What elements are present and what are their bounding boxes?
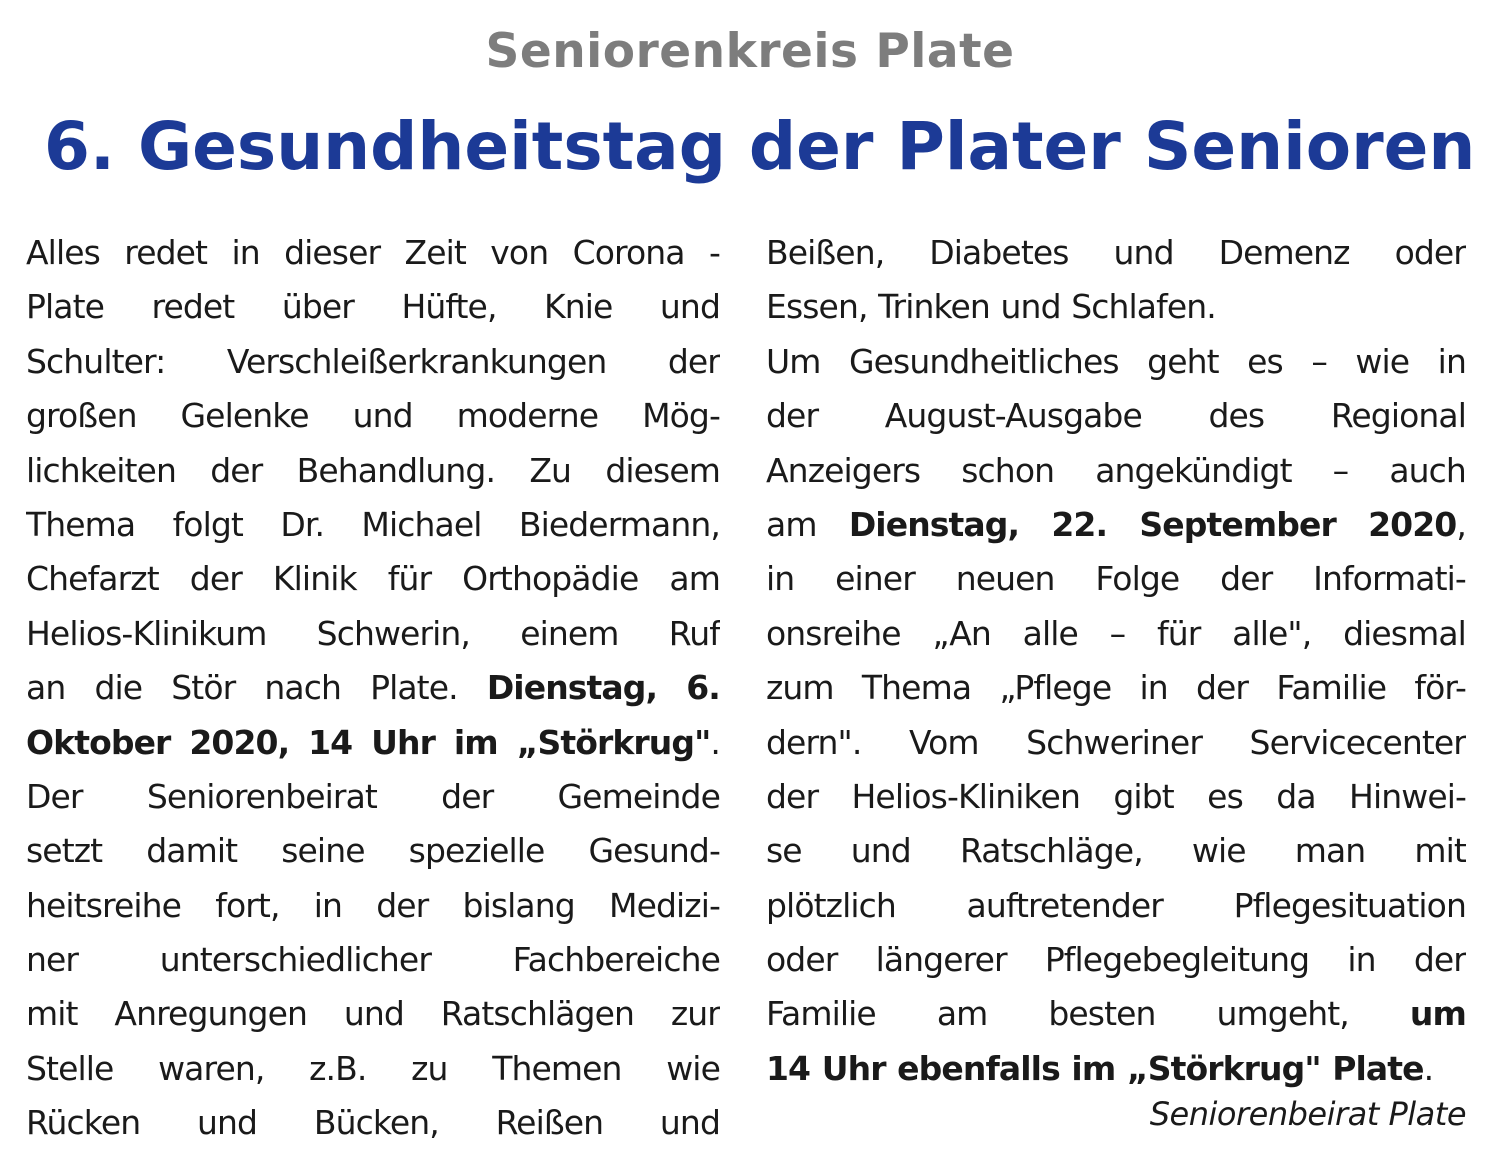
word: Chefarzt	[26, 559, 159, 599]
word: Anzeigers	[766, 450, 921, 490]
word: für	[387, 559, 432, 599]
text-line	[766, 1042, 1466, 1096]
article-right-column	[766, 226, 1466, 1096]
word: för-	[1414, 668, 1466, 708]
word: am	[766, 504, 817, 544]
word: 14	[308, 722, 353, 762]
word: mit	[1414, 831, 1466, 871]
word: Stelle	[26, 1048, 114, 1088]
article-left-column	[26, 226, 720, 1151]
word: Verschleißerkrankungen	[226, 341, 607, 381]
word: Hinwei-	[1349, 776, 1466, 816]
word: umgeht,	[1216, 994, 1349, 1034]
word: Schweriner	[1026, 722, 1202, 762]
word: ner	[26, 940, 79, 980]
word: die	[94, 668, 143, 708]
word: heitsreihe	[26, 885, 182, 925]
word: Plate.	[370, 668, 458, 708]
word: 6.	[686, 668, 720, 708]
word: Pflegebegleitung	[1044, 940, 1310, 980]
text: Essen, Trinken und Schlafen.	[766, 287, 1216, 327]
word: Gemeinde	[557, 776, 720, 816]
text-line	[26, 444, 720, 498]
bold-text: 14 Uhr ebenfalls im „Störkrug" Plate	[766, 1048, 1424, 1088]
word: –	[1311, 341, 1327, 381]
word: angekündigt	[1095, 450, 1292, 490]
word: längerer	[875, 940, 1007, 980]
word: seine	[281, 831, 365, 871]
text-line	[26, 552, 720, 606]
text-line	[766, 987, 1466, 1041]
headline: 6. Gesundheitstag der Plater Senioren	[44, 108, 1476, 185]
word: alle	[1022, 613, 1078, 653]
text-line	[766, 335, 1466, 389]
word: auch	[1389, 450, 1466, 490]
word: spezielle	[408, 831, 545, 871]
word: dieser	[284, 233, 381, 272]
word: der	[1195, 668, 1249, 708]
text-line	[26, 661, 720, 715]
word: unterschiedlicher	[159, 940, 431, 980]
word: am	[936, 994, 988, 1034]
word: Mög-	[642, 396, 720, 436]
word: schon	[961, 450, 1055, 490]
word: Oktober	[26, 722, 171, 762]
word: Helios-Klinikum	[26, 613, 267, 653]
text-line	[766, 389, 1466, 443]
text-line	[26, 607, 720, 661]
word: Anregungen	[114, 994, 307, 1034]
word: September	[1139, 504, 1336, 544]
word: Gesundheitliches	[848, 341, 1119, 381]
word: Uhr	[371, 722, 435, 762]
word: mit	[26, 994, 78, 1034]
word: und	[1113, 233, 1174, 272]
word: folgt	[172, 504, 243, 544]
word: Der	[26, 776, 83, 816]
word: bislang	[462, 885, 575, 925]
word: Diabetes	[929, 233, 1069, 272]
word: über	[281, 287, 354, 327]
text-line	[26, 824, 720, 878]
word: diesem	[605, 450, 720, 490]
text-line	[26, 879, 720, 933]
word: der	[376, 885, 429, 925]
word: in	[766, 559, 795, 599]
word: Ruf	[668, 613, 720, 653]
word: und	[197, 1103, 258, 1143]
text-line	[26, 1096, 720, 1150]
word: Ratschlägen	[440, 994, 635, 1034]
text-line	[766, 226, 1466, 280]
word: Schulter:	[26, 341, 166, 381]
word: Dienstag,	[486, 668, 658, 708]
word: neuen	[955, 559, 1055, 599]
word: es	[1247, 341, 1283, 381]
word: auftretender	[966, 885, 1163, 925]
text-line	[26, 770, 720, 824]
word: Thema	[26, 504, 136, 544]
word: dern".	[766, 722, 862, 762]
word: zum	[766, 668, 834, 708]
word: Demenz	[1218, 233, 1350, 272]
text-line	[766, 824, 1466, 878]
text-line	[26, 226, 720, 280]
word: zu	[411, 1048, 448, 1088]
word: Gesund-	[588, 831, 720, 871]
word: Gelenke	[180, 396, 309, 436]
word: besten	[1048, 994, 1156, 1034]
word: Zeit	[404, 233, 466, 272]
text-line	[766, 879, 1466, 933]
word: moderne	[456, 396, 599, 436]
word: setzt	[26, 831, 103, 871]
word: Knie	[544, 287, 613, 327]
word: Plate	[26, 287, 105, 327]
text-line	[766, 552, 1466, 606]
word: lichkeiten	[26, 450, 176, 490]
word: 22.	[1051, 504, 1108, 544]
word: da	[1276, 776, 1316, 816]
text-line	[766, 607, 1466, 661]
word: redet	[124, 233, 208, 272]
word: einer	[835, 559, 915, 599]
word: einem	[520, 613, 619, 653]
word: und	[659, 287, 720, 327]
word: und	[659, 1103, 720, 1143]
word: an	[26, 668, 66, 708]
word: Um	[766, 341, 821, 381]
word: Schwerin,	[316, 613, 470, 653]
word: gibt	[1113, 776, 1174, 816]
word: von	[490, 233, 549, 272]
text-line	[26, 1042, 720, 1096]
text-line	[26, 389, 720, 443]
word: Thema	[861, 668, 972, 708]
word: 2020,	[189, 722, 290, 762]
word: Pflegesituation	[1233, 885, 1466, 925]
word: oder	[766, 940, 838, 980]
word: damit	[146, 831, 238, 871]
word: in	[313, 885, 343, 925]
word: Dr.	[280, 504, 325, 544]
word: der	[441, 776, 494, 816]
word: Folge	[1095, 559, 1180, 599]
signature: Seniorenbeirat Plate	[1149, 1095, 1466, 1133]
word: Dienstag,	[848, 504, 1020, 544]
word: -	[708, 233, 720, 272]
text-line	[26, 335, 720, 389]
word: der	[766, 776, 819, 816]
word: wie	[1191, 831, 1246, 871]
word: diesmal	[1343, 613, 1466, 653]
word: in	[1347, 940, 1376, 980]
word: Bücken,	[313, 1103, 439, 1143]
word: der	[1220, 559, 1273, 599]
text-line	[766, 770, 1466, 824]
word: 2020,	[1368, 504, 1466, 544]
word: in	[231, 233, 260, 272]
text-line	[26, 498, 720, 552]
word: der	[189, 559, 242, 599]
word: nach	[264, 668, 341, 708]
word: und	[352, 396, 413, 436]
word: der	[210, 450, 263, 490]
word: Regional	[1330, 396, 1466, 436]
word: Servicecenter	[1249, 722, 1466, 762]
word: der	[667, 341, 720, 381]
word: waren,	[158, 1048, 265, 1088]
word: redet	[151, 287, 235, 327]
word: Behandlung.	[296, 450, 496, 490]
word: wie	[1355, 341, 1410, 381]
word: alle",	[1232, 613, 1312, 653]
word: in	[1139, 668, 1168, 708]
word: Fachbereiche	[512, 940, 720, 980]
word: Informati-	[1313, 559, 1466, 599]
word: Alles	[26, 233, 100, 272]
word: „Störkrug".	[516, 722, 720, 762]
word: Helios-Kliniken	[851, 776, 1080, 816]
word: Klinik	[272, 559, 357, 599]
word: für	[1157, 613, 1201, 653]
word: Beißen,	[766, 233, 885, 272]
word: Seniorenbeirat	[146, 776, 377, 816]
text-line	[766, 280, 1466, 334]
word: Themen	[492, 1048, 622, 1088]
word: Familie	[1276, 668, 1387, 708]
word: Medizi-	[609, 885, 720, 925]
word: Biedermann,	[518, 504, 720, 544]
word: geht	[1147, 341, 1219, 381]
word: der	[1413, 940, 1466, 980]
word: großen	[26, 396, 137, 436]
word: Michael	[361, 504, 482, 544]
text-line	[766, 498, 1466, 552]
word: am	[669, 559, 720, 599]
text-line	[26, 933, 720, 987]
word: Familie	[766, 994, 876, 1034]
word: es	[1207, 776, 1243, 816]
word: Reißen	[495, 1103, 604, 1143]
text-line	[26, 716, 720, 770]
text-line	[766, 661, 1466, 715]
word: onsreihe	[766, 613, 901, 653]
word: „An	[932, 613, 991, 653]
text-line	[766, 444, 1466, 498]
section-kicker: Seniorenkreis Plate	[485, 24, 1015, 79]
word: und	[343, 994, 404, 1034]
word: –	[1109, 613, 1126, 653]
word: der	[766, 396, 819, 436]
word: Hüfte,	[401, 287, 497, 327]
word: wie	[666, 1048, 720, 1088]
text: .	[1423, 1048, 1434, 1088]
word: Zu	[529, 450, 572, 490]
word: August-Ausgabe	[884, 396, 1142, 436]
word: –	[1332, 450, 1349, 490]
text-line	[26, 280, 720, 334]
word: um	[1409, 994, 1466, 1034]
word: Vom	[908, 722, 979, 762]
word: im	[453, 722, 498, 762]
text-line	[26, 987, 720, 1041]
word: oder	[1394, 233, 1466, 272]
word: se	[766, 831, 802, 871]
word: man	[1294, 831, 1366, 871]
word: Stör	[171, 668, 236, 708]
word: plötzlich	[766, 885, 896, 925]
word: in	[1437, 341, 1466, 381]
word: zur	[670, 994, 720, 1034]
word: z.B.	[309, 1048, 367, 1088]
word: des	[1208, 396, 1265, 436]
text-line	[766, 933, 1466, 987]
text-line	[766, 716, 1466, 770]
word: und	[850, 831, 911, 871]
word: fort,	[215, 885, 280, 925]
word: „Pflege	[999, 668, 1112, 708]
word: Rücken	[26, 1103, 141, 1143]
word: Ratschläge,	[959, 831, 1143, 871]
word: Corona	[572, 233, 685, 272]
word: Orthopädie	[462, 559, 639, 599]
